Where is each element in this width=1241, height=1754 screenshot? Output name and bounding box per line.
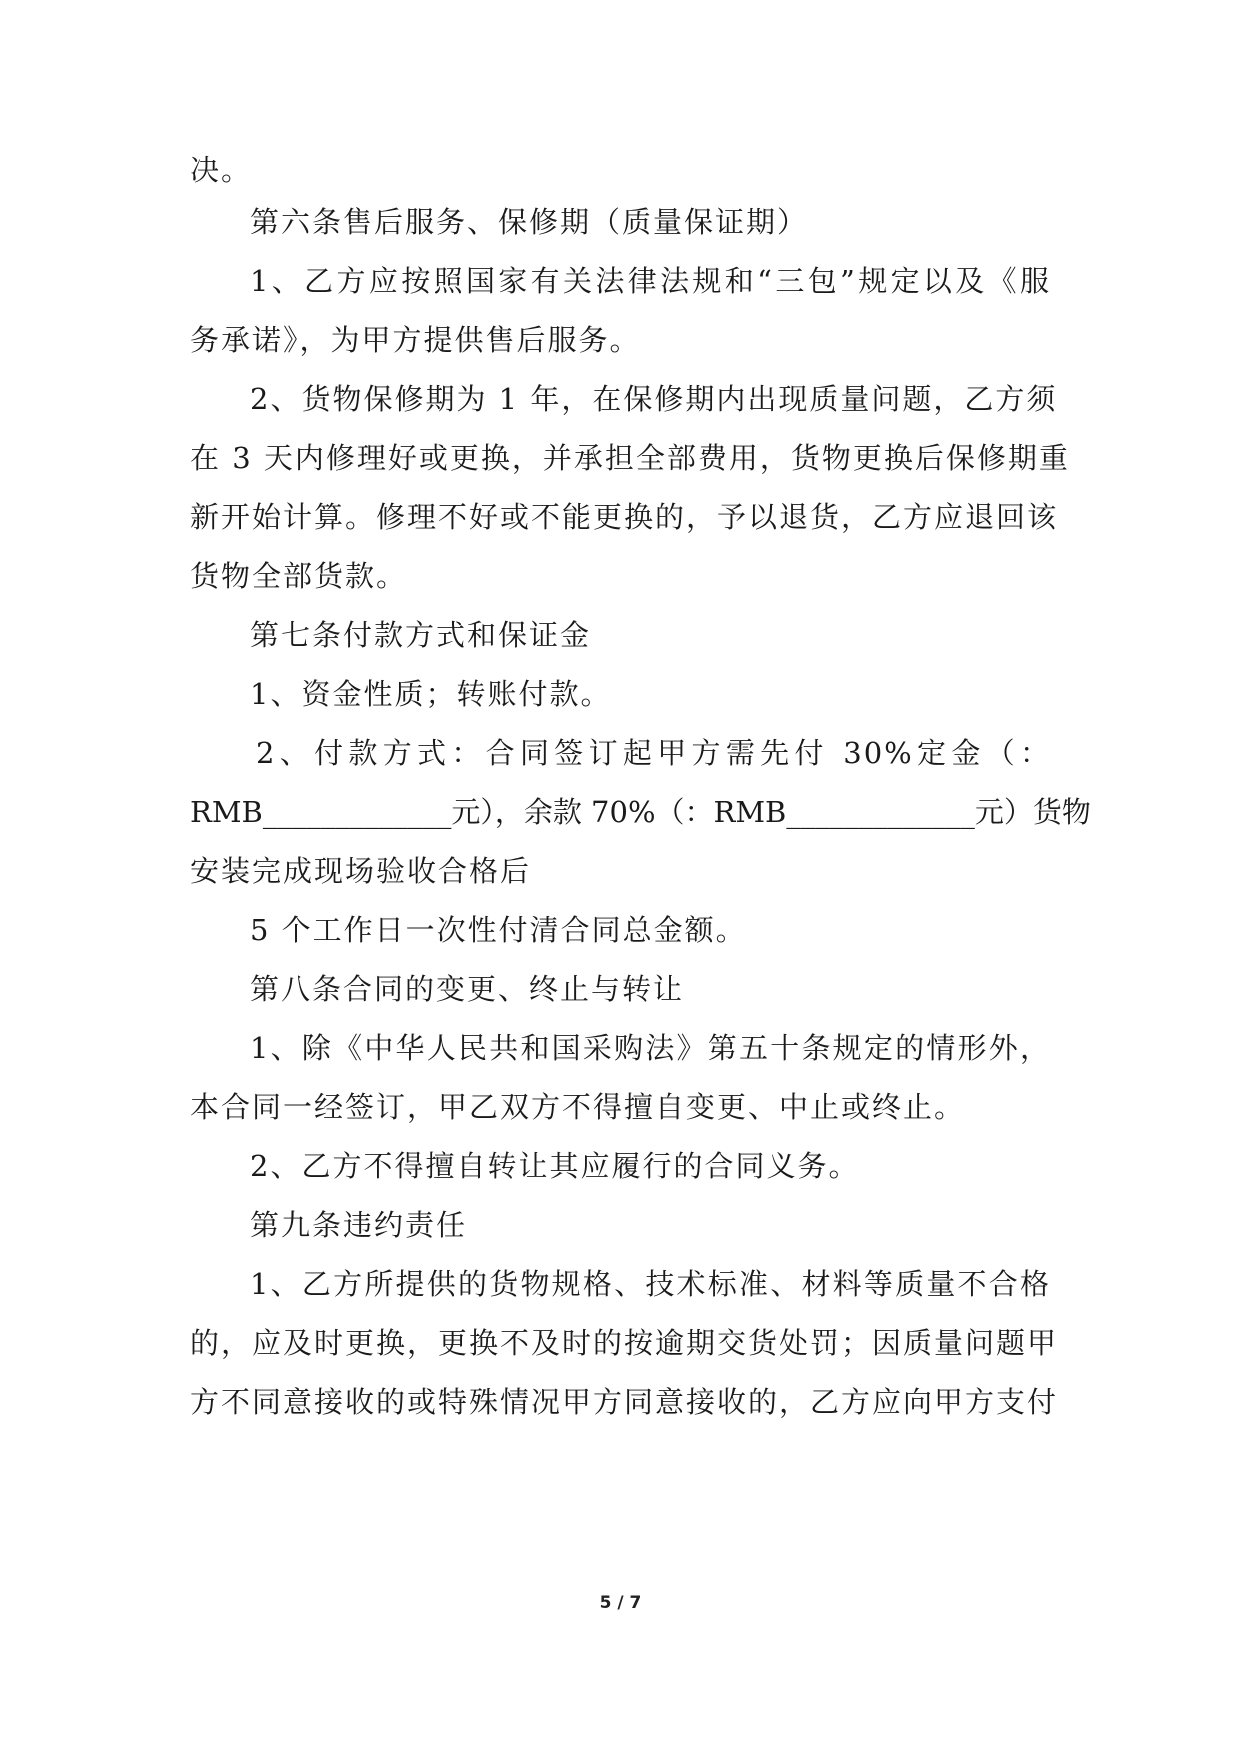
text-line: 务承诺》，为甲方提供售后服务。 xyxy=(190,323,641,357)
text-line: 新开始计算。修理不好或不能更换的，予以退货，乙方应退回该 xyxy=(190,500,1059,534)
page-number: 5 / 7 xyxy=(599,1593,642,1613)
text-line: 决。 xyxy=(190,153,253,187)
text-line: 在 3 天内修理好或更换，并承担全部费用，货物更换后保修期重 xyxy=(190,441,1070,475)
text-line: 2、付款方式：合同签订起甲方需先付 30%定金（： xyxy=(256,736,1051,770)
text-line: RMB_____________元），余款 70%（：RMB_____________元）货物 xyxy=(190,795,1091,829)
text-line: 5 个工作日一次性付清合同总金额。 xyxy=(250,913,747,947)
text-line: 1、乙方所提供的货物规格、技术标准、材料等质量不合格 xyxy=(250,1267,1051,1301)
section-heading-9: 第九条违约责任 xyxy=(250,1208,468,1242)
text-line: 货物全部货款。 xyxy=(190,559,408,593)
text-line: 1、乙方应按照国家有关法律法规和“三包”规定以及《服 xyxy=(250,264,1051,298)
text-line: 1、资金性质；转账付款。 xyxy=(250,677,612,711)
text-line: 的，应及时更换，更换不及时的按逾期交货处罚；因质量问题甲 xyxy=(190,1326,1059,1360)
text-line: 1、除《中华人民共和国采购法》第五十条规定的情形外， xyxy=(250,1031,1051,1065)
text-line: 2、乙方不得擅自转让其应履行的合同义务。 xyxy=(250,1149,860,1183)
text-line: 2、货物保修期为 1 年，在保修期内出现质量问题，乙方须 xyxy=(250,382,1058,416)
section-heading-8: 第八条合同的变更、终止与转让 xyxy=(250,972,685,1006)
text-line: 安装完成现场验收合格后 xyxy=(190,854,532,888)
text-line: 本合同一经签订，甲乙双方不得擅自变更、中止或终止。 xyxy=(190,1090,966,1124)
text-line: 方不同意接收的或特殊情况甲方同意接收的，乙方应向甲方支付 xyxy=(190,1385,1059,1419)
section-heading-6: 第六条售后服务、保修期（质量保证期） xyxy=(250,205,809,239)
section-heading-7: 第七条付款方式和保证金 xyxy=(250,618,592,652)
